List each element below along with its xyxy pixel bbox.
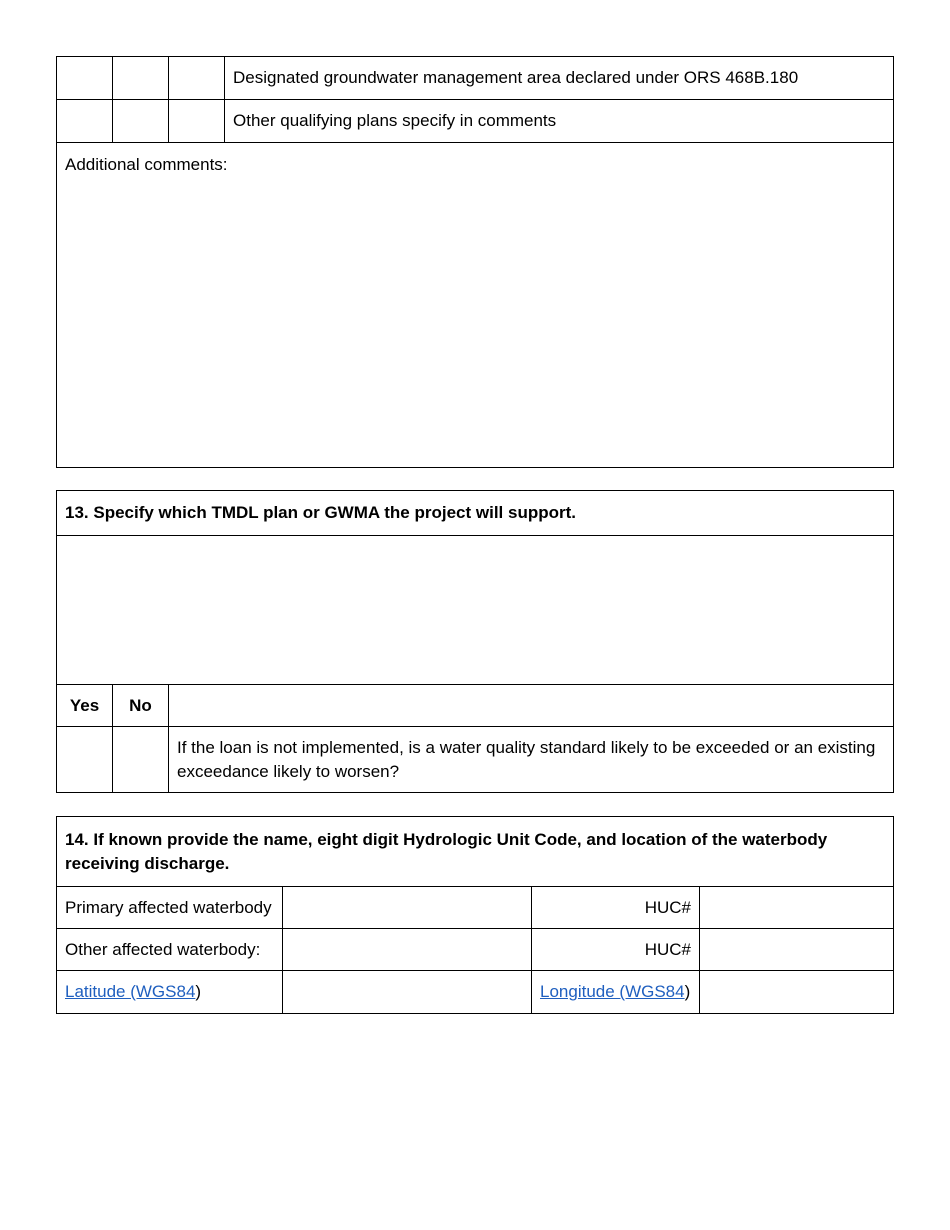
blank-header [169, 685, 894, 727]
table-row [57, 971, 894, 1014]
latitude-cell [57, 971, 283, 1014]
primary-huc-label: HUC# [532, 887, 700, 929]
latitude-paren: ) [195, 982, 202, 1001]
table-row [57, 685, 894, 727]
checkbox-cell[interactable] [113, 100, 169, 143]
longitude-paren: ) [684, 982, 691, 1001]
exceedance-question: If the loan is not implemented, is a water quality standard likely to be exceeded or an existing exceedance likely to worsen? [169, 727, 894, 793]
table-row [57, 100, 894, 143]
longitude-cell [532, 971, 700, 1014]
section-14-heading: 14. If known provide the name, eight digit Hydrologic Unit Code, and location of the waterbody receiving discharge. [57, 817, 894, 887]
other-huc-input[interactable] [700, 929, 894, 971]
yes-header: Yes [57, 685, 113, 727]
yes-checkbox-cell[interactable] [57, 727, 113, 793]
table-row [57, 887, 894, 929]
checkbox-cell[interactable] [57, 100, 113, 143]
table-row [57, 817, 894, 887]
other-waterbody-input[interactable] [283, 929, 532, 971]
no-checkbox-cell[interactable] [113, 727, 169, 793]
tmdl-table [56, 490, 894, 793]
additional-comments-field[interactable] [57, 143, 894, 468]
no-header: No [113, 685, 169, 727]
other-waterbody-label: Other affected waterbody: [57, 929, 283, 971]
primary-huc-input[interactable] [700, 887, 894, 929]
primary-waterbody-input[interactable] [283, 887, 532, 929]
other-huc-label: HUC# [532, 929, 700, 971]
table-row [57, 536, 894, 685]
checkbox-cell[interactable] [113, 57, 169, 100]
checkbox-cell[interactable] [169, 57, 225, 100]
table-row [57, 929, 894, 971]
additional-comments-label: Additional comments: [65, 155, 228, 174]
longitude-link[interactable]: Longitude (WGS84 [540, 982, 685, 1001]
comments-row [57, 143, 894, 468]
latitude-link[interactable]: Latitude (WGS84 [65, 982, 196, 1001]
table-row [57, 727, 894, 793]
plan-label: Other qualifying plans specify in comments [225, 100, 894, 143]
table-row [57, 57, 894, 100]
tmdl-answer-field[interactable] [57, 536, 894, 685]
plan-label: Designated groundwater management area declared under ORS 468B.180 [225, 57, 894, 100]
table-row [57, 491, 894, 536]
checkbox-cell[interactable] [169, 100, 225, 143]
qualifying-plans-table [56, 56, 894, 468]
section-13-heading: 13. Specify which TMDL plan or GWMA the project will support. [57, 491, 894, 536]
longitude-input[interactable] [700, 971, 894, 1014]
checkbox-cell[interactable] [57, 57, 113, 100]
primary-waterbody-label: Primary affected waterbody [57, 887, 283, 929]
latitude-input[interactable] [283, 971, 532, 1014]
waterbody-table [56, 816, 894, 1014]
